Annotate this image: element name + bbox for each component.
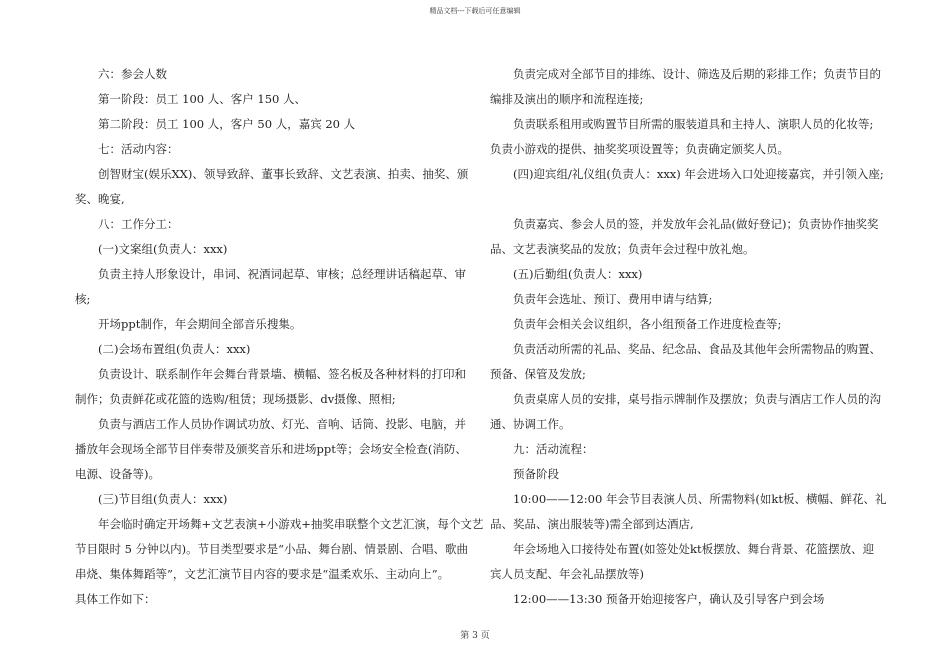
text-line: 12:00——13:30 预备开始迎接客户，确认及引导客户到会场 (513, 592, 825, 606)
text-line: 编排及演出的顺序和流程连接; (490, 92, 644, 106)
text-line: 九：活动流程： (513, 442, 594, 456)
right-column (490, 62, 887, 612)
text-line: 宾人员支配、年会礼品摆放等) (490, 567, 644, 581)
text-line: 负责设计、联系制作年会舞台背景墙、横幅、签名板及各种材料的打印和 (98, 367, 466, 381)
text-line: (五)后勤组(负责人：xxx) (513, 267, 643, 281)
page-footer: 第 3 页 (460, 631, 490, 641)
text-line: 节目限时 5 分钟以内)。节目类型要求是“小品、舞台剧、情景剧、合唱、歌曲 (75, 542, 468, 556)
text-line: 串烧、集体舞蹈等”，文艺汇演节目内容的要求是“温柔欢乐、主动向上”。 (75, 567, 450, 581)
text-line: 负责嘉宾、参会人员的签，并发放年会礼品(做好登记)；负责协作抽奖奖 (513, 217, 879, 231)
text-line: 播放年会现场全部节目伴奏带及颁奖音乐和进场ppt等；会场安全检查(消防、 (75, 442, 467, 456)
text-line: (二)会场布置组(负责人：xxx) (98, 342, 251, 356)
text-line: (四)迎宾组/礼仪组(负责人：xxx) 年会进场入口处迎接嘉宾，并引领入座; (513, 167, 884, 181)
text-line: 10:00——12:00 年会节目表演人员、所需物料(如kt板、横幅、鲜花、礼 (513, 492, 887, 506)
text-line: 负责活动所需的礼品、奖品、纪念品、食品及其他年会所需物品的购置、 (513, 342, 881, 356)
text-line: 奖、晚宴, (75, 192, 125, 206)
page-header: 精品文档---下载后可任意编辑 (429, 7, 521, 15)
text-line: 负责与酒店工作人员协作调试功放、灯光、音响、话筒、投影、电脑，并 (98, 417, 466, 431)
left-column (75, 62, 484, 612)
text-line: 八：工作分工： (98, 217, 179, 231)
text-line: 创智财宝(娱乐XX)、领导致辞、董事长致辞、文艺表演、拍卖、抽奖、颁 (98, 167, 469, 181)
text-line: 电源、设备等)。 (75, 467, 160, 481)
text-line: 负责小游戏的提供、抽奖奖项设置等；负责确定颁奖人员。 (490, 142, 789, 156)
text-line: 七：活动内容： (98, 142, 179, 156)
text-line: 年会临时确定开场舞+文艺表演+小游戏+抽奖串联整个文艺汇演，每个文艺 (98, 517, 484, 531)
text-line: 制作；负责鲜花或花篮的选购/租赁；现场摄影、dv摄像、照相; (75, 392, 396, 406)
text-line: 负责桌席人员的安排，桌号指示牌制作及摆放；负责与酒店工作人员的沟 (513, 392, 881, 406)
text-line: 负责联系租用或购置节目所需的服装道具和主持人、演职人员的化妆等; (513, 117, 874, 131)
text-line (490, 187, 875, 212)
text-line: 第一阶段：员工 100 人、客户 150 人、 (98, 92, 307, 106)
text-line: 负责年会相关会议组织，各小组预备工作进度检查等; (513, 317, 782, 331)
text-line: 预备阶段 (513, 467, 559, 481)
text-line: 具体工作如下： (75, 592, 156, 606)
text-line: 通、协调工作。 (490, 417, 571, 431)
text-line: (三)节目组(负责人：xxx) (98, 492, 228, 506)
text-line: 预备、保管及发放; (490, 367, 586, 381)
text-line: (一)文案组(负责人：xxx) (98, 242, 228, 256)
text-line: 品、奖品、演出服装等)需全部到达酒店, (490, 517, 694, 531)
text-line: 开场ppt制作，年会期间全部音乐搜集。 (98, 317, 302, 331)
text-line: 负责完成对全部节目的排练、设计、筛选及后期的彩排工作；负责节目的 (513, 67, 881, 81)
text-line: 负责主持人形象设计，串词、祝酒词起草、审核；总经理讲话稿起草、审 (98, 267, 466, 281)
text-line: 第二阶段：员工 100 人，客户 50 人，嘉宾 20 人 (98, 117, 356, 131)
text-line: 六：参会人数 (98, 67, 167, 81)
text-line: 年会场地入口接待处布置(如签处处kt板摆放、舞台背景、花篮摆放、迎 (513, 542, 875, 556)
text-line: 核; (75, 292, 91, 306)
text-line: 品、文艺表演奖品的发放；负责年会过程中放礼炮。 (490, 242, 755, 256)
text-line: 负责年会选址、预订、费用申请与结算; (513, 292, 713, 306)
